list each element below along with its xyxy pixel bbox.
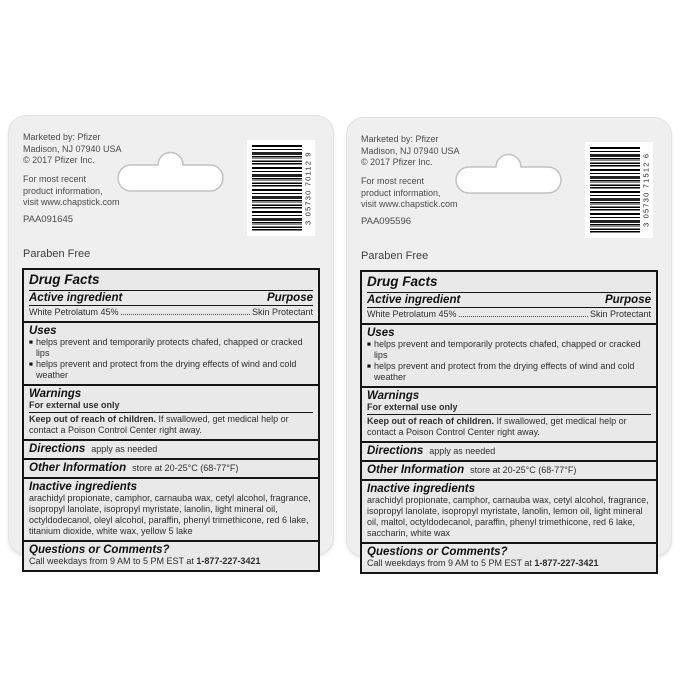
paraben-free-label: Paraben Free (361, 250, 429, 262)
barcode-digits: 3 05730 70112 9 (302, 140, 314, 236)
warnings-title: Warnings (29, 388, 82, 400)
divider (29, 412, 313, 413)
questions-phone: 1-877-227-3421 (534, 558, 599, 568)
barcode-digits: 3 05730 71512 6 (640, 142, 652, 238)
marketed-line: Marketed by: Pfizer (23, 132, 101, 142)
barcode (585, 142, 653, 238)
questions-section (24, 540, 318, 570)
external-use-note: For external use only (29, 400, 120, 410)
marketed-line: Madison, NJ 07940 USA (23, 143, 122, 154)
questions-section (362, 542, 656, 572)
inactive-ingredients-title: Inactive ingredients (29, 481, 138, 493)
product-code: PAA091645 (23, 214, 74, 225)
keep-out-of-reach-text (367, 416, 651, 438)
drug-facts-panel (22, 268, 320, 572)
directions-text: apply as needed (429, 446, 496, 456)
bullet-icon: ■ (367, 341, 371, 348)
marketed-line: © 2017 Pfizer Inc. (361, 157, 433, 167)
inactive-ingredients-section (24, 477, 318, 540)
directions-title: Directions (29, 443, 86, 455)
drug-facts-header-section (24, 270, 318, 321)
divider (367, 414, 651, 415)
warnings-section (24, 384, 318, 439)
active-ingredient-value: White Petrolatum 45% (29, 307, 119, 317)
warnings-title: Warnings (367, 390, 420, 402)
other-information-text: store at 20-25°C (68-77°F) (132, 463, 239, 473)
product-info-block (23, 174, 120, 209)
paraben-free-label: Paraben Free (23, 248, 91, 260)
package-back-left (8, 115, 334, 566)
directions-text: apply as needed (91, 444, 158, 454)
keep-out-rest: If swallowed, get medical help or contact a Poison Control Center right away. (29, 414, 289, 435)
use-item: helps prevent and temporarily protects chafed, chapped or cracked lips (35, 337, 303, 358)
marketed-line: Madison, NJ 07940 USA (361, 145, 460, 156)
info-line: For most recent (23, 174, 87, 184)
package-back-right (346, 117, 672, 568)
info-line: product information, (23, 185, 103, 196)
other-information-text: store at 20-25°C (68-77°F) (470, 465, 577, 475)
questions-title: Questions or Comments? (367, 546, 508, 558)
euro-slot-shape (455, 152, 562, 194)
divider (29, 290, 313, 291)
inactive-ingredients-text: arachidyl propionate, camphor, carnauba wax, cetyl alcohol, fragrance, isopropyl lanolate, isopropyl myristate, lanolin, lemon oil, light mineral oil, maltol, octyldodecanol, paraffin, phenyl trimethicone, red 6 lake, saccharin, white wax (367, 495, 649, 538)
hang-tab-hole (117, 150, 224, 192)
uses-title: Uses (367, 327, 395, 339)
uses-section (24, 321, 318, 384)
divider (367, 307, 651, 308)
purpose-header: Purpose (266, 292, 313, 304)
inactive-ingredients-text: arachidyl propionate, camphor, carnauba wax, cetyl alcohol, fragrance, isopropyl lanolate, isopropyl myristate, lanolin, light mineral oil, octyldodecanol, oleyl alcohol, paraffin, phenyl trimethicone, red 6 lake, titanium dioxide, white wax, yellow 5 lake (29, 493, 311, 536)
other-information-title: Other Information (29, 462, 127, 474)
drug-facts-header-section (362, 272, 656, 323)
divider (367, 292, 651, 293)
directions-section (24, 439, 318, 458)
bullet-icon: ■ (29, 339, 33, 346)
info-line: product information, (361, 187, 441, 198)
keep-out-bold: Keep out of reach of children. (29, 414, 157, 424)
drug-facts-title: Drug Facts (367, 274, 438, 289)
info-line: For most recent (361, 176, 425, 186)
keep-out-of-reach-text (29, 414, 313, 436)
use-item: helps prevent and temporarily protects chafed, chapped or cracked lips (373, 339, 641, 360)
use-item: helps prevent and protect from the drying effects of wind and cold weather (373, 361, 635, 382)
inactive-ingredients-title: Inactive ingredients (367, 483, 476, 495)
marketed-line: Marketed by: Pfizer (361, 134, 439, 144)
questions-phone: 1-877-227-3421 (196, 556, 261, 566)
hang-tab-hole (455, 152, 562, 194)
bullet-icon: ■ (29, 361, 33, 368)
questions-call-text: Call weekdays from 9 AM to 5 PM EST at (367, 558, 535, 568)
product-info-block (361, 176, 458, 211)
external-use-note: For external use only (367, 402, 458, 412)
uses-title: Uses (29, 325, 57, 337)
drug-facts-title: Drug Facts (29, 272, 100, 287)
keep-out-bold: Keep out of reach of children. (367, 416, 495, 426)
dotted-leader (459, 316, 588, 317)
info-line: visit www.chapstick.com (23, 197, 120, 207)
purpose-header: Purpose (604, 294, 651, 306)
uses-section (362, 323, 656, 386)
marketed-by-block (23, 132, 122, 167)
product-code: PAA095596 (361, 216, 412, 227)
active-ingredient-value: White Petrolatum 45% (367, 309, 457, 319)
questions-text (367, 558, 651, 569)
barcode-bars (590, 147, 640, 233)
purpose-value: Skin Protectant (251, 307, 313, 317)
divider (29, 305, 313, 306)
active-ingredient-header: Active ingredient (367, 294, 461, 306)
marketed-line: © 2017 Pfizer Inc. (23, 155, 95, 165)
active-ingredient-header: Active ingredient (29, 292, 123, 304)
warnings-section (362, 386, 656, 441)
keep-out-rest: If swallowed, get medical help or contact a Poison Control Center right away. (367, 416, 627, 437)
drug-facts-panel (360, 270, 658, 574)
dotted-leader (121, 314, 250, 315)
other-information-section (362, 460, 656, 479)
questions-call-text: Call weekdays from 9 AM to 5 PM EST at (29, 556, 197, 566)
other-information-section (24, 458, 318, 477)
barcode (247, 140, 315, 236)
questions-text (29, 556, 313, 567)
use-item: helps prevent and protect from the drying effects of wind and cold weather (35, 359, 297, 380)
directions-section (362, 441, 656, 460)
directions-title: Directions (367, 445, 424, 457)
info-line: visit www.chapstick.com (361, 199, 458, 209)
barcode-bars (252, 145, 302, 231)
questions-title: Questions or Comments? (29, 544, 170, 556)
euro-slot-shape (117, 150, 224, 192)
bullet-icon: ■ (367, 363, 371, 370)
other-information-title: Other Information (367, 464, 465, 476)
purpose-value: Skin Protectant (589, 309, 651, 319)
inactive-ingredients-section (362, 479, 656, 542)
marketed-by-block (361, 134, 460, 169)
